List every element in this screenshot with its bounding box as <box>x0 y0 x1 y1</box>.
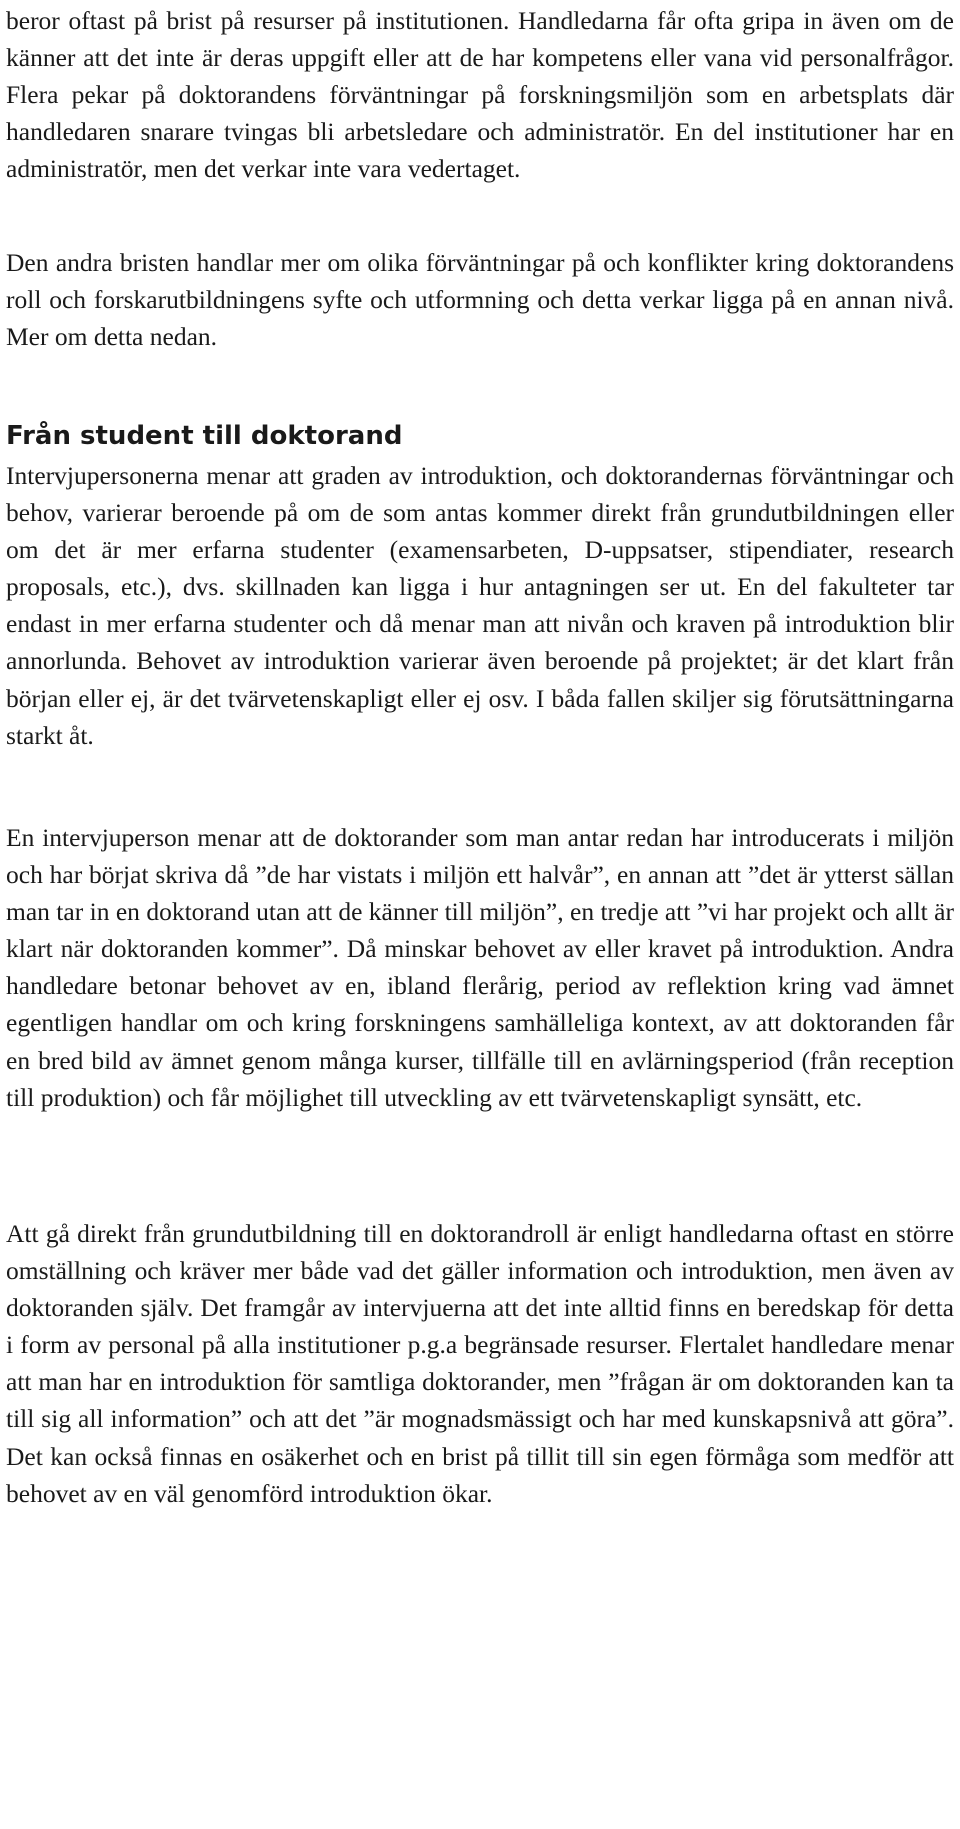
body-paragraph-3: Intervjupersonerna menar att graden av introduktion, och doktorandernas förväntningar och behov, varierar beroende på om de som antas kommer direkt från grundutbildningen eller om det är mer erfarna studenter (examensarbeten, D-uppsatser, stipendiater, research proposals, etc.), dvs. skillnaden kan ligga i hur antagningen ser ut. En del fakulteter tar endast in mer erfarna studenter och då menar man att nivån och kraven på introduktion blir annorlunda. Behovet av introduktion varierar även beroende på projektet; är det klart från början eller ej, är det tvärvetenskapligt eller ej osv. I båda fallen skiljer sig förutsättningarna starkt åt. <box>6 461 954 750</box>
body-paragraph-5: Att gå direkt från grundutbildning till en doktorandroll är enligt handledarna oftast en större omställning och kräver mer både vad det gäller information och introduktion, men även av doktoranden själv. Det framgår av intervjuerna att det inte alltid finns en beredskap för detta i form av personal på alla institutioner p.g.a begränsade resurser. Flertalet handledare menar att man har en introduktion för samtliga doktorander, men ”frågan är om doktoranden kan ta till sig all information” och att det ”är mognadsmässigt och har med kunskapsnivå att göra”. Det kan också finnas en osäkerhet och en brist på tillit till sin egen förmåga som medför att behovet av en väl genomförd introduktion ökar. <box>6 1219 954 1508</box>
body-paragraph-2: Den andra bristen handlar mer om olika förväntningar på och konflikter kring doktorandens roll och forskarutbildningens syfte och utformning och detta verkar ligga på en annan nivå. Mer om detta nedan. <box>6 248 954 352</box>
body-paragraph-4: En intervjuperson menar att de doktorander som man antar redan har introducerats i miljön och har börjat skriva då ”de har vistats i miljön ett halvår”, en annan att ”det är ytterst sällan man tar in en doktorand utan att de känner till miljön”, en tredje att ”vi har projekt och allt är klart när doktoranden kommer”. Då minskar behovet av eller kravet på introduktion. Andra handledare betonar behovet av en, ibland flerårig, period av reflektion kring vad ämnet egentligen handlar om och kring forskningens samhälleliga kontext, av att doktoranden får en bred bild av ämnet genom många kurser, tillfälle till en avlärningsperiod (från reception till produktion) och får möjlighet till utveckling av ett tvärvetenskapligt synsätt, etc. <box>6 823 954 1112</box>
body-paragraph-1: beror oftast på brist på resurser på institutionen. Handledarna får ofta gripa in även om de känner att det inte är deras uppgift eller att de har kompetens eller vana vid personalfrågor. Flera pekar på doktorandens förväntningar på forskningsmiljön som en arbetsplats där handledaren snarare tvingas bli arbetsledare och administratör. En del institutioner har en administratör, men det verkar inte vara vedertaget. <box>6 6 954 184</box>
section-heading: Från student till doktorand <box>6 421 403 451</box>
